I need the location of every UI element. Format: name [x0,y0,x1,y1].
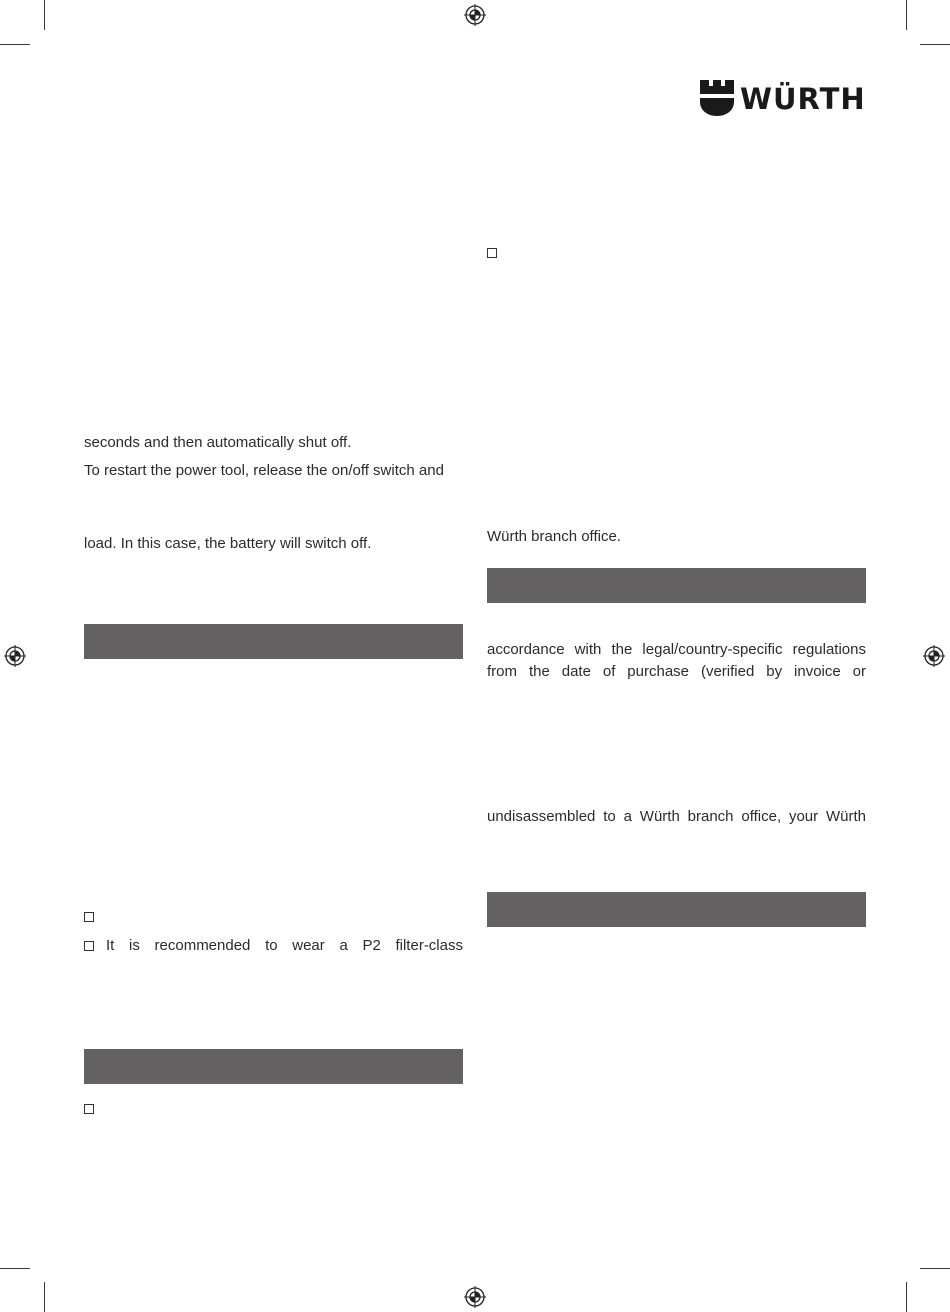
crop-mark-top-left-v [44,0,45,30]
left-bullet-text: It is recommended to wear a P2 filter-class [106,937,463,954]
checkbox-icon [84,941,94,951]
right-text-line-1: Würth branch office. [487,528,621,545]
right-text-line-3: from the date of purchase (verified by invoice or [487,663,866,680]
checkbox-icon [84,1104,94,1114]
registration-mark-icon [464,4,486,26]
checkbox-icon [84,912,94,922]
crop-mark-bottom-right-h [920,1268,950,1269]
crop-mark-top-right-h [920,44,950,45]
section-header-bar [84,1049,463,1084]
crop-mark-bottom-left-h [0,1268,30,1269]
registration-mark-icon [923,645,945,667]
crop-mark-top-right-v [906,0,907,30]
wurth-logo-icon [700,80,734,117]
left-text-line-3: load. In this case, the battery will switch off. [84,535,372,552]
right-text-line-4: undisassembled to a Würth branch office, your Würth [487,808,866,825]
crop-mark-bottom-left-v [44,1282,45,1312]
section-header-bar [84,624,463,659]
logo-wordmark: WÜRTH [740,82,866,116]
checkbox-icon [487,248,497,258]
registration-mark-icon [464,1286,486,1308]
registration-mark-icon [4,645,26,667]
right-text-line-2: accordance with the legal/country-specific regulations [487,641,866,658]
crop-mark-bottom-right-v [906,1282,907,1312]
left-text-line-2: To restart the power tool, release the on/off switch and [84,462,444,479]
section-header-bar [487,568,866,603]
crop-mark-top-left-h [0,44,30,45]
wurth-logo [700,80,868,118]
left-text-line-1: seconds and then automatically shut off. [84,434,352,451]
section-header-bar [487,892,866,927]
